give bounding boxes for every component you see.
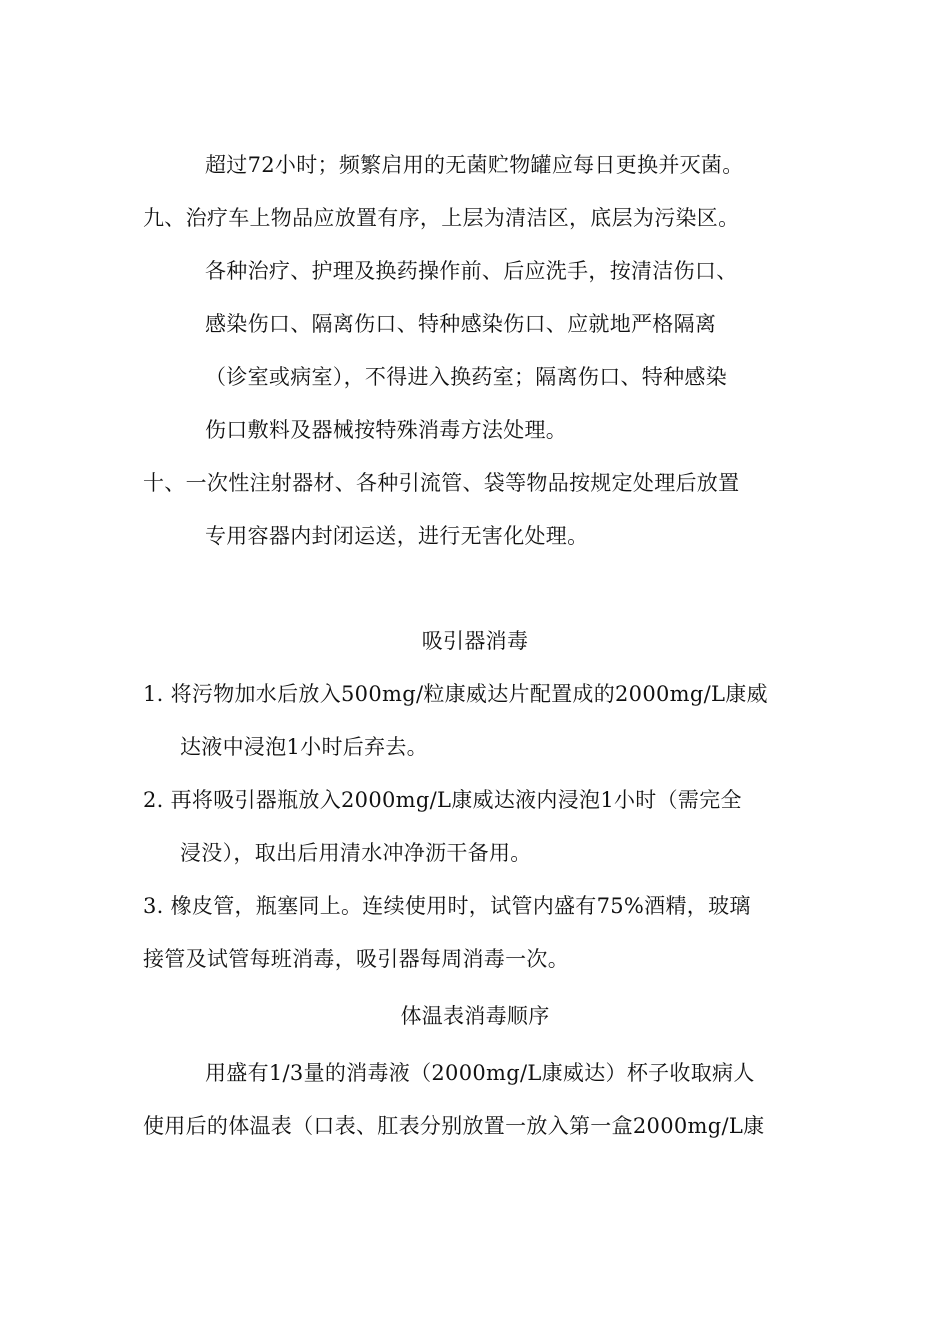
item-10-line-2: 专用容器内封闭运送，进行无害化处理。: [205, 524, 589, 548]
suction-line-4: 浸没），取出后用清水冲净沥干备用。: [180, 841, 532, 865]
item-9-line-1: 九、治疗车上物品应放置有序，上层为清洁区，底层为污染区。: [143, 206, 740, 230]
suction-line-2: 达液中浸泡1小时后弃去。: [180, 735, 428, 759]
thermometer-line-2: 使用后的体温表（口表、肛表分别放置一放入第一盒2000mg/L康: [143, 1114, 765, 1138]
suction-line-5: 3. 橡皮管，瓶塞同上。连续使用时，试管内盛有75%酒精，玻璃: [143, 894, 751, 918]
carry-over-line-1: 超过72小时；频繁启用的无菌贮物罐应每日更换并灭菌。: [205, 153, 744, 177]
item-9-line-3: 感染伤口、隔离伤口、特种感染伤口、应就地严格隔离: [205, 312, 717, 336]
thermometer-title: 体温表消毒顺序: [400, 1004, 550, 1028]
item-9-line-2: 各种治疗、护理及换药操作前、后应洗手，按清洁伤口、: [205, 259, 738, 283]
suction-line-1: 1. 将污物加水后放入500mg/粒康威达片配置成的2000mg/L康威: [143, 682, 768, 706]
thermometer-line-1: 用盛有1/3量的消毒液（2000mg/L康威达）杯子收取病人: [205, 1061, 755, 1085]
suction-line-3: 2. 再将吸引器瓶放入2000mg/L康威达液内浸泡1小时（需完全: [143, 788, 742, 812]
suction-title: 吸引器消毒: [421, 629, 529, 653]
item-9-line-5: 伤口敷料及器械按特殊消毒方法处理。: [205, 418, 568, 442]
item-9-line-4: （诊室或病室），不得进入换药室；隔离伤口、特种感染: [205, 365, 727, 389]
item-10-line-1: 十、一次性注射器材、各种引流管、袋等物品按规定处理后放置: [143, 471, 740, 495]
suction-line-6: 接管及试管每班消毒，吸引器每周消毒一次。: [143, 947, 569, 971]
